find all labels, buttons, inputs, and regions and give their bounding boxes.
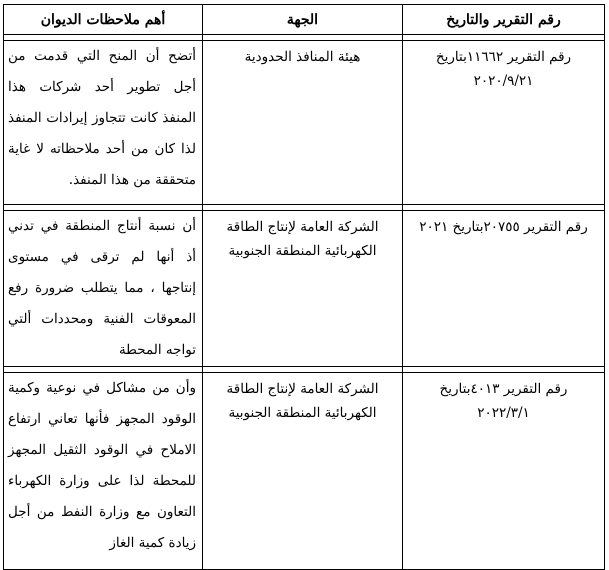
report-number-date-cell xyxy=(403,211,605,367)
report-number-date-cell xyxy=(403,373,605,570)
report-number: رقم التقرير ٤٠١٣بتاريخ xyxy=(439,381,568,397)
header-report-number-date: رقم التقرير والتاريخ xyxy=(403,5,605,35)
table-row xyxy=(4,211,605,367)
header-entity: الجهة xyxy=(203,5,403,35)
table-row xyxy=(4,41,605,205)
notes-cell: أن نسبة أنتاج المنطقة في تدني أذ أنها لم ترقى في مستوى إنتاجها ، مما يتطلب ضرورة رفع المعوقات الفنية ومحددات ألتي تواجه المحطة xyxy=(4,211,203,367)
report-number: رقم التقرير ٢٠٧٥٥بتاريخ ٢٠٢١ xyxy=(419,219,588,235)
audit-notes-table xyxy=(3,4,605,570)
table-header-row xyxy=(4,5,605,35)
report-date: ٢٠٢٠/٩/٢١ xyxy=(473,73,534,89)
notes-cell: أتضح أن المنح التي قدمت من أجل تطوير أحد شركات هذا المنفذ كانت تتجاوز إيرادات المنفذ لذا كان من أحد ملاحظاته لا غاية متحققة من هذا المنفذ. xyxy=(4,41,203,205)
report-date: ٢٠٢٢/٣/١ xyxy=(477,405,530,421)
header-key-notes: أهم ملاحظات الديوان xyxy=(4,5,203,35)
entity-cell xyxy=(203,41,403,205)
entity-name-line1: هيئة المنافذ الحدودية xyxy=(244,49,361,65)
report-number-date-cell xyxy=(403,41,605,205)
report-number: رقم التقرير ١١٦٦٢بتاريخ xyxy=(435,49,572,65)
entity-name-line1: الشركة العامة لإنتاج الطاقة xyxy=(226,219,379,235)
entity-name-line2: الكهربائية المنطقة الجنوبية xyxy=(228,243,377,259)
entity-cell xyxy=(203,211,403,367)
entity-cell xyxy=(203,373,403,570)
notes-cell: وأن من مشاكل في نوعية وكمية الوقود المجهز فأنها تعاني ارتفاع الاملاح في الوقود الثقيل المجهز للمحطة لذا على وزارة الكهرباء التعاون مع وزارة النفط من أجل زيادة كمية الغاز xyxy=(4,373,203,570)
entity-name-line2: الكهربائية المنطقة الجنوبية xyxy=(228,405,377,421)
entity-name-line1: الشركة العامة لإنتاج الطاقة xyxy=(226,381,379,397)
table-row xyxy=(4,373,605,570)
